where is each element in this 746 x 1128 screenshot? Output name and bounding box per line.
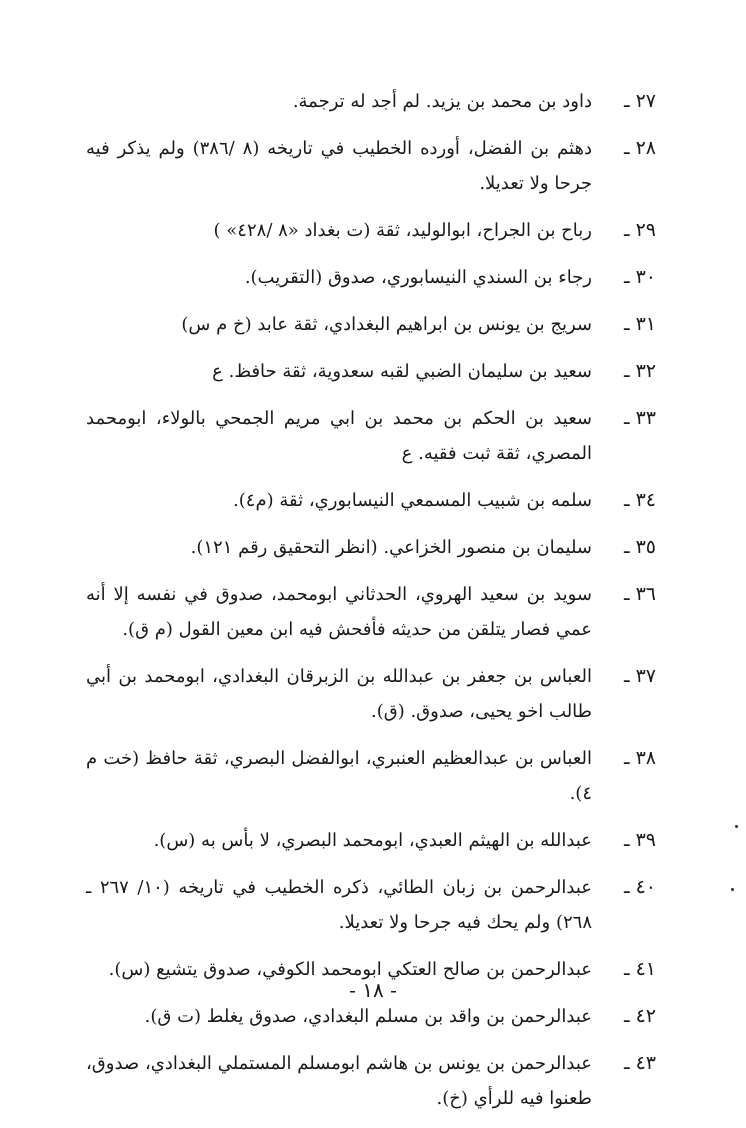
entry-text: العباس بن جعفر بن عبدالله بن الزبرقان البغدادي، ابومحمد بن أبي طالب اخو يحيى، صدوق. (ق). — [86, 666, 592, 722]
entry-text: سعيد بن الحكم بن محمد بن ابي مريم الجمحي بالولاء، ابومحمد المصري، ثقة ثبت فقيه. ع — [86, 408, 592, 464]
entry-40 — [86, 870, 656, 940]
entry-text: داود بن محمد بن يزيد. لم أجد له ترجمة. — [292, 91, 592, 112]
entry-34 — [86, 483, 656, 518]
scan-speck — [731, 888, 734, 891]
entry-text: سلمه بن شبيب المسمعي النيسابوري، ثقة (م٤). — [233, 490, 592, 511]
entry-37 — [86, 659, 656, 729]
entry-number: ٤٠ ـ — [623, 876, 656, 898]
entry-31 — [86, 307, 656, 342]
entry-30 — [86, 260, 656, 295]
page-number: - ١٨ - — [349, 978, 397, 1002]
entry-number: ٤٢ ـ — [623, 1005, 656, 1027]
entry-number: ٢٨ ـ — [623, 137, 656, 159]
entry-text: سويد بن سعيد الهروي، الحدثاني ابومحمد، صدوق في نفسه إلا أنه عمي فصار يتلقن من حديثه فأفحش فيه ابن معين القول (م ق). — [86, 584, 592, 640]
entry-42 — [86, 999, 656, 1034]
entry-number: ٣٩ ـ — [623, 829, 656, 851]
entry-number: ٢٩ ـ — [623, 219, 656, 241]
entry-number: ٣٧ ـ — [623, 665, 656, 687]
entry-43 — [86, 1046, 656, 1116]
entry-number: ٣١ ـ — [623, 313, 656, 335]
entry-number: ٣٥ ـ — [623, 536, 656, 558]
entry-29 — [86, 213, 656, 248]
entry-number: ٣٣ ـ — [623, 407, 656, 429]
entry-text: سريج بن يونس بن ابراهيم البغدادي، ثقة عابد (خ م س) — [181, 314, 592, 335]
entry-number: ٣٦ ـ — [623, 583, 656, 605]
entry-39 — [86, 823, 656, 858]
entry-text: عبدالرحمن بن واقد بن مسلم البغدادي، صدوق يغلط (ت ق). — [144, 1006, 592, 1027]
entry-text: العباس بن عبدالعظيم العنبري، ابوالفضل البصري، ثقة حافظ (خت م ٤). — [86, 748, 592, 804]
entry-text: رباح بن الجراح، ابوالوليد، ثقة (ت بغداد «٨ /٤٢٨» ) — [213, 220, 592, 241]
entry-38 — [86, 741, 656, 811]
entry-33 — [86, 401, 656, 471]
scan-speck — [735, 825, 738, 828]
entry-text: رجاء بن السندي النيسابوري، صدوق (التقريب). — [244, 267, 592, 288]
entry-text: سعيد بن سليمان الضبي لقبه سعدوية، ثقة حافظ. ع — [212, 361, 592, 382]
entry-text: دهثم بن الفضل، أورده الخطيب في تاريخه (٨ /٣٨٦) ولم يذكر فيه جرحا ولا تعديلا. — [86, 138, 592, 194]
entry-27 — [86, 84, 656, 119]
entry-32 — [86, 354, 656, 389]
entry-number: ٣٢ ـ — [623, 360, 656, 382]
entry-text: سليمان بن منصور الخزاعي. (انظر التحقيق رقم ١٢١). — [190, 537, 592, 558]
entry-number: ٣٤ ـ — [623, 489, 656, 511]
entry-text: عبدالرحمن بن يونس بن هاشم ابومسلم المستملي البغدادي، صدوق، طعنوا فيه للرأي (خ). — [86, 1053, 592, 1109]
entry-number: ٤١ ـ — [623, 958, 656, 980]
entry-28 — [86, 131, 656, 201]
entry-number: ٢٧ ـ — [623, 90, 656, 112]
narrator-entry-list — [86, 84, 656, 1128]
entry-number: ٣٨ ـ — [623, 747, 656, 769]
entry-36 — [86, 577, 656, 647]
entry-number: ٣٠ ـ — [623, 266, 656, 288]
entry-text: عبدالرحمن بن زبان الطائي، ذكره الخطيب في تاريخه (١٠/ ٢٦٧ ـ ٢٦٨) ولم يحك فيه جرحا ولا تعديلا. — [86, 877, 592, 933]
entry-text: عبدالرحمن بن صالح العتكي ابومحمد الكوفي، صدوق يتشيع (س). — [108, 959, 592, 980]
entry-number: ٤٣ ـ — [623, 1052, 656, 1074]
entry-35 — [86, 530, 656, 565]
entry-text: عبدالله بن الهيثم العبدي، ابومحمد البصري، لا بأس به (س). — [153, 830, 592, 851]
